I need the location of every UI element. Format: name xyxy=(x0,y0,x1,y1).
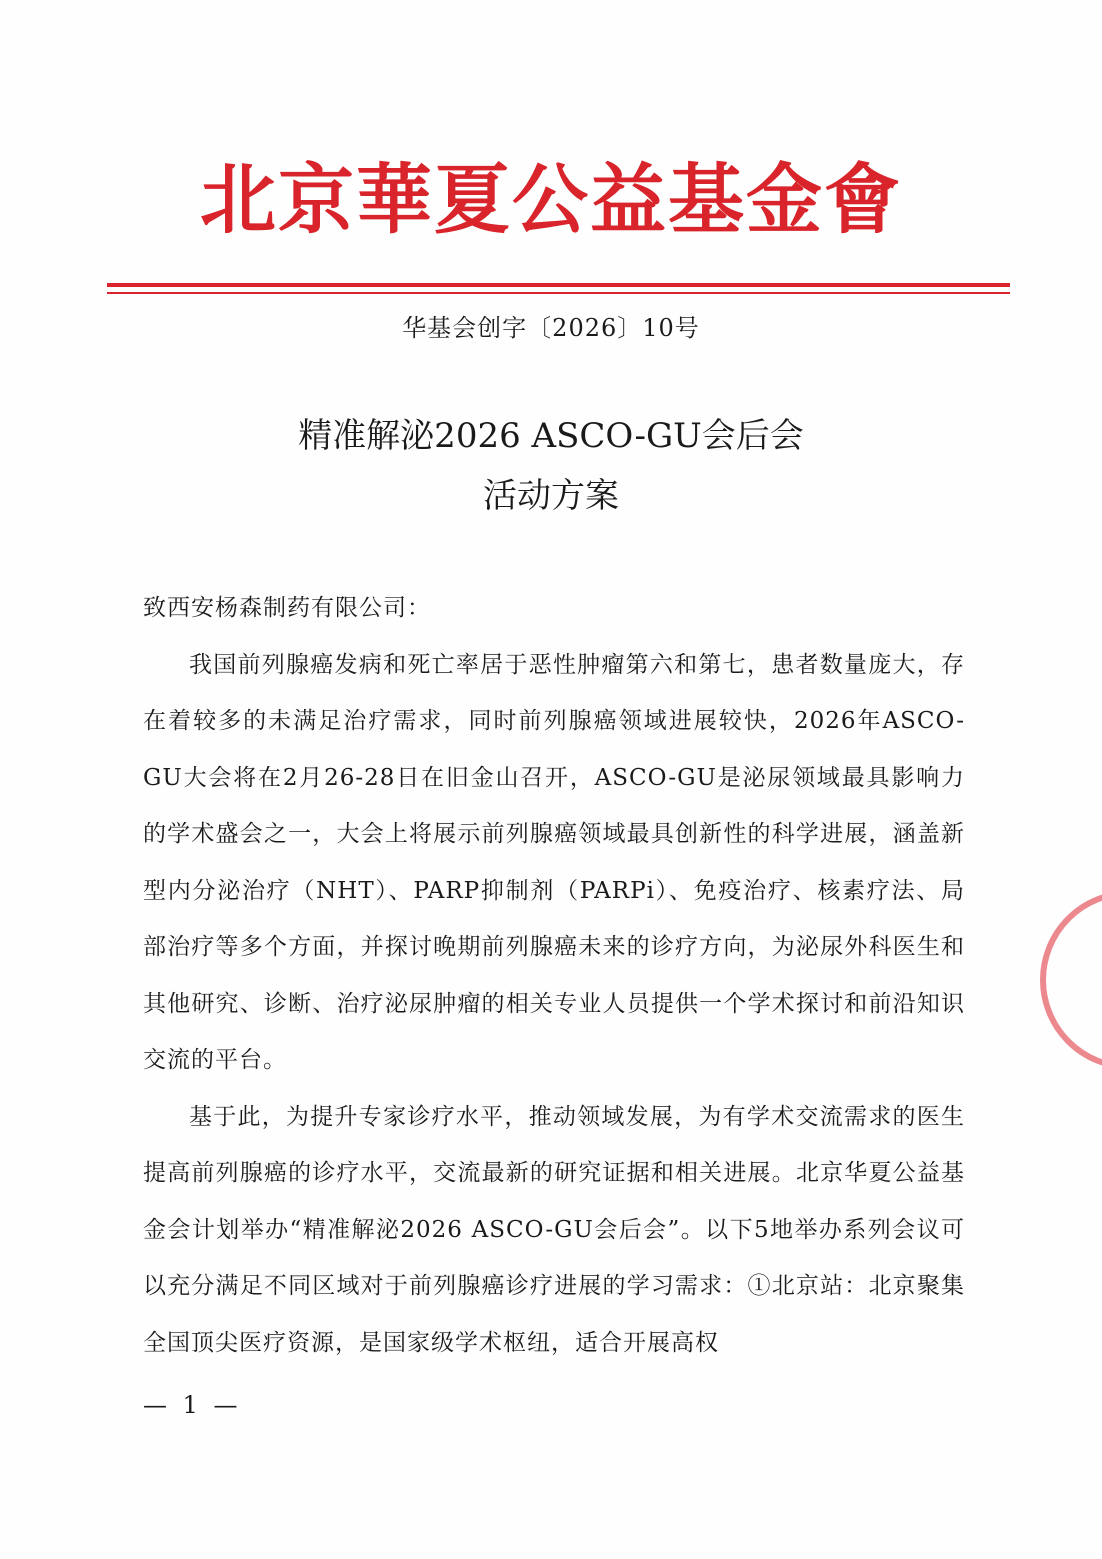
official-seal-stamp xyxy=(1040,890,1102,1070)
document-title-line-1: 精准解泌2026 ASCO-GU会后会 xyxy=(298,416,804,456)
page-number: — 1 — xyxy=(143,1391,242,1419)
document-title-line-2: 活动方案 xyxy=(483,476,619,516)
document-body xyxy=(143,580,965,1371)
paragraph-2: 基于此，为提升专家诊疗水平，推动领域发展，为有学术交流需求的医生提高前列腺癌的诊疗水平，交流最新的研究证据和相关进展。北京华夏公益基金会计划举办“精准解泌2026 ASCO-GU会后会”。以下5地举办系列会议可以充分满足不同区域对于前列腺癌诊疗进展的学习需求：①北京站：北京聚集全国顶尖医疗资源，是国家级学术枢纽，适合开展高权 xyxy=(143,1103,965,1356)
header-rule-thick xyxy=(107,283,1010,287)
salutation: 致西安杨森制药有限公司： xyxy=(143,595,431,621)
organization-header: 北京華夏公益基金會 xyxy=(200,155,902,244)
paragraph-1: 我国前列腺癌发病和死亡率居于恶性肿瘤第六和第七，患者数量庞大，存在着较多的未满足治疗需求，同时前列腺癌领域进展较快，2026年ASCO-GU大会将在2月26-28日在旧金山召开，ASCO-GU是泌尿领域最具影响力的学术盛会之一，大会上将展示前列腺癌领域最具创新性的科学进展，涵盖新型内分泌治疗（NHT）、PARP抑制剂（PARPi）、免疫治疗、核素疗法、局部治疗等多个方面，并探讨晚期前列腺癌未来的诊疗方向，为泌尿外科医生和其他研究、诊断、治疗泌尿肿瘤的相关专业人员提供一个学术探讨和前沿知识交流的平台。 xyxy=(143,651,965,1073)
header-rule-thin xyxy=(107,292,1010,294)
document-number: 华基会创字〔2026〕10号 xyxy=(402,314,700,342)
